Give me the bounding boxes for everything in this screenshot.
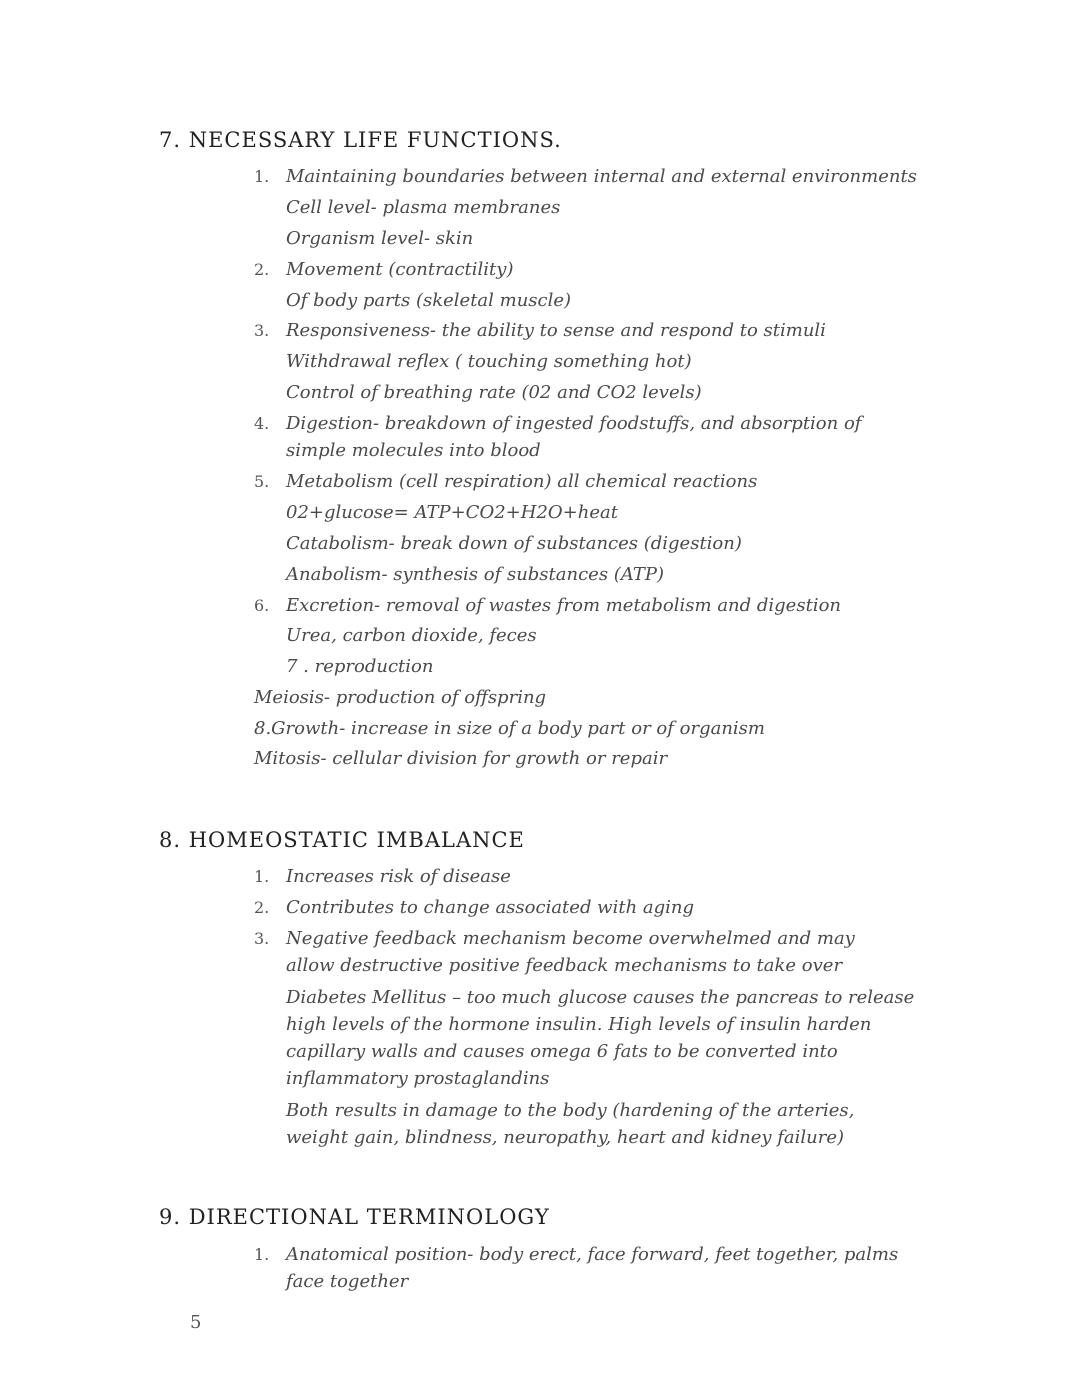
list-item: Cell level- plasma membranes [286,197,561,218]
list-item: Maintaining boundaries between internal and external environments [286,166,917,187]
list-item: Control of breathing rate (02 and CO2 levels) [286,382,702,403]
list-item: 7 . reproduction [286,656,434,677]
list-item: Movement (contractility) [286,259,514,280]
list-item: Responsiveness- the ability to sense and respond to stimuli [286,320,826,341]
list-item: Diabetes Mellitus – too much glucose causes the pancreas to release high levels of the hormone insulin. High levels of insulin harden capillary walls and causes omega 6 fats to be converted into inflammatory prostaglandins [286,987,915,1089]
list-item: Excretion- removal of wastes from metabolism and digestion [286,595,841,616]
list-item: Anabolism- synthesis of substances (ATP) [286,564,664,585]
list-item: Mitosis- cellular division for growth or repair [254,748,668,769]
section-heading-8: 8. HOMEOSTATIC IMBALANCE [159,828,525,852]
list-item: Urea, carbon dioxide, feces [286,625,537,646]
list-number: 1. [254,1245,270,1264]
list-item: Both results in damage to the body (hardening of the arteries, weight gain, blindness, neuropathy, heart and kidney failure) [286,1100,855,1148]
list-item: Catabolism- break down of substances (digestion) [286,533,742,554]
list-number: 1. [254,867,270,886]
list-item: Digestion- breakdown of ingested foodstuffs, and absorption of simple molecules into blood [286,413,862,461]
list-number: 5. [254,472,270,491]
list-item: Metabolism (cell respiration) all chemical reactions [286,471,758,492]
list-number: 6. [254,596,270,615]
list-number: 2. [254,260,270,279]
list-item: Anatomical position- body erect, face forward, feet together, palms face together [286,1244,899,1292]
list-item: Organism level- skin [286,228,474,249]
list-item: 8.Growth- increase in size of a body part or of organism [254,718,765,739]
list-number: 4. [254,414,270,433]
list-item: Withdrawal reflex ( touching something hot) [286,351,692,372]
list-item: Of body parts (skeletal muscle) [286,290,572,311]
list-item: 02+glucose= ATP+CO2+H2O+heat [286,502,618,523]
list-number: 2. [254,898,270,917]
list-number: 3. [254,321,270,340]
list-number: 3. [254,929,270,948]
list-item: Negative feedback mechanism become overwhelmed and may allow destructive positive feedback mechanisms to take over [286,928,855,976]
section-heading-7: 7. NECESSARY LIFE FUNCTIONS. [159,128,562,152]
list-item: Contributes to change associated with aging [286,897,695,918]
list-item: Increases risk of disease [286,866,511,887]
list-item: Meiosis- production of offspring [254,687,547,708]
section-heading-9: 9. DIRECTIONAL TERMINOLOGY [159,1205,550,1229]
list-number: 1. [254,167,270,186]
page-number: 5 [190,1312,202,1333]
